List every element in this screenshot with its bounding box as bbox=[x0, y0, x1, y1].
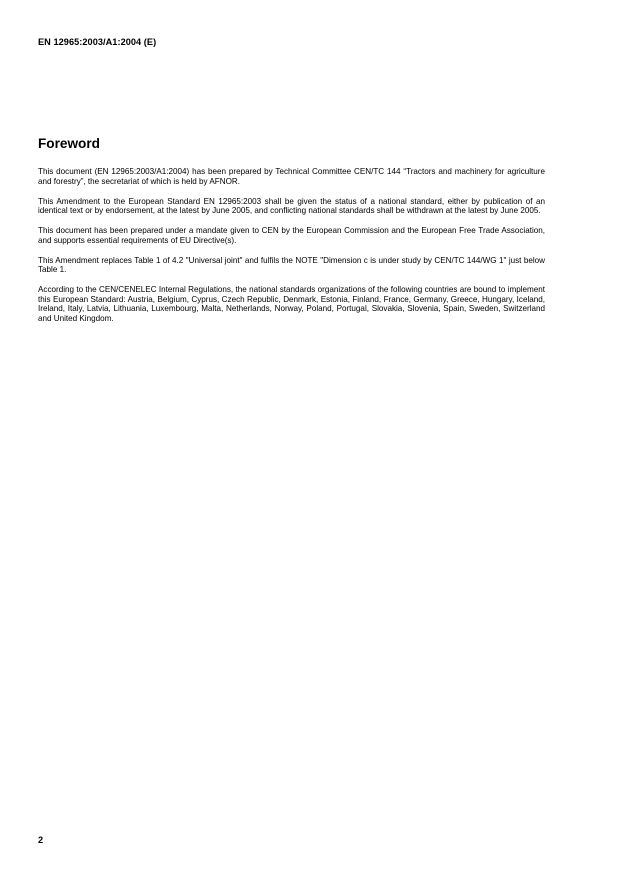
paragraph-mandate: This document has been prepared under a mandate given to CEN by the European Commission and the European Free Trade Association, and supports essential requirements of EU Directive(s). bbox=[38, 226, 545, 245]
section-heading-foreword: Foreword bbox=[38, 136, 100, 151]
foreword-body bbox=[38, 167, 545, 334]
paragraph-countries: According to the CEN/CENELEC Internal Regulations, the national standards organizations of the following countries are bound to implement this European Standard: Austria, Belgium, Cyprus, Czech Republic, Denmark, Estonia, Finland, France, Germany, Greece, Hungary, Iceland, Ireland, Italy, Latvia, Lithuania, Luxembourg, Malta, Netherlands, Norway, Poland, Portugal, Slovakia, Slovenia, Spain, Sweden, Switzerland and United Kingdom. bbox=[38, 285, 545, 324]
paragraph-status: This Amendment to the European Standard EN 12965:2003 shall be given the status of a national standard, either by publication of an identical text or by endorsement, at the latest by June 2005, and conflicting national standards shall be withdrawn at the latest by June 2005. bbox=[38, 196, 545, 216]
document-header: EN 12965:2003/A1:2004 (E) bbox=[38, 37, 157, 47]
paragraph-preparation: This document (EN 12965:2003/A1:2004) has been prepared by Technical Committee CEN/TC 144 “Tractors and machinery for agriculture and forestry”, the secretariat of which is held by AFNOR. bbox=[38, 167, 545, 186]
page-number: 2 bbox=[38, 835, 44, 845]
paragraph-replacement: This Amendment replaces Table 1 of 4.2 "Universal joint" and fulfils the NOTE "Dimension c is under study by CEN/TC 144/WG 1" just below Table 1. bbox=[38, 255, 545, 275]
